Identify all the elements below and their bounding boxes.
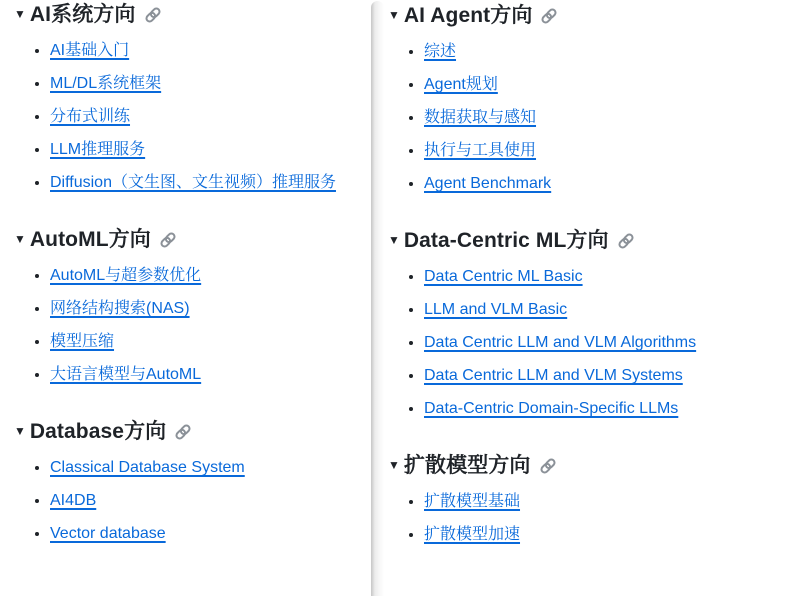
- section-heading-data-centric-ml[interactable]: [388, 228, 792, 254]
- collapse-triangle-icon[interactable]: ▼: [388, 8, 400, 22]
- list-item: [50, 455, 366, 480]
- topic-link[interactable]: 数据获取与感知: [424, 109, 537, 126]
- topic-link[interactable]: Agent Benchmark: [424, 175, 552, 192]
- section-automl: [14, 227, 366, 387]
- topic-list: [388, 489, 792, 547]
- topic-link[interactable]: Vector database: [50, 525, 166, 542]
- section-title: AI Agent方向: [403, 4, 533, 27]
- list-item: [424, 330, 792, 355]
- topic-link[interactable]: Agent规划: [424, 76, 498, 93]
- section-title: AI系统方向: [29, 3, 136, 26]
- collapse-triangle-icon[interactable]: ▼: [14, 7, 26, 21]
- section-heading-diffusion[interactable]: [388, 453, 792, 479]
- topic-link[interactable]: Diffusion（文生图、文生视频）推理服务: [50, 174, 336, 191]
- section-database: [14, 419, 366, 546]
- section-heading-database[interactable]: [14, 419, 366, 445]
- list-item: [424, 489, 792, 514]
- section-diffusion: [388, 453, 792, 547]
- section-title: 扩散模型方向: [403, 454, 531, 477]
- list-item: [50, 263, 366, 288]
- section-title: Database方向: [29, 420, 167, 443]
- link-icon[interactable]: [173, 422, 193, 442]
- topic-link[interactable]: AI4DB: [50, 492, 97, 509]
- pane-divider-scrollbar[interactable]: [371, 1, 384, 596]
- list-item: [424, 264, 792, 289]
- link-icon[interactable]: [616, 231, 636, 251]
- list-item: [50, 296, 366, 321]
- right-column: [388, 3, 792, 579]
- topic-list: [14, 263, 366, 387]
- topic-link[interactable]: 执行与工具使用: [424, 142, 537, 159]
- topic-link[interactable]: 扩散模型基础: [424, 493, 521, 510]
- list-item: [50, 521, 366, 546]
- topic-link[interactable]: 分布式训练: [50, 108, 131, 125]
- link-icon[interactable]: [143, 5, 163, 25]
- topic-list: [388, 39, 792, 196]
- topic-link[interactable]: ML/DL系统框架: [50, 75, 162, 92]
- list-item: [50, 170, 366, 195]
- left-column: [14, 2, 366, 578]
- topic-list: [14, 38, 366, 195]
- section-data-centric-ml: [388, 228, 792, 421]
- list-item: [424, 138, 792, 163]
- section-title: AutoML方向: [29, 228, 151, 251]
- topic-link[interactable]: 网络结构搜索(NAS): [50, 300, 190, 317]
- list-item: [424, 297, 792, 322]
- list-item: [50, 137, 366, 162]
- list-item: [424, 72, 792, 97]
- topic-list: [14, 455, 366, 546]
- list-item: [424, 39, 792, 64]
- topic-list: [388, 264, 792, 421]
- list-item: [424, 105, 792, 130]
- section-heading-automl[interactable]: [14, 227, 366, 253]
- topic-link[interactable]: Data Centric LLM and VLM Algorithms: [424, 334, 697, 351]
- list-item: [50, 488, 366, 513]
- collapse-triangle-icon[interactable]: ▼: [388, 458, 400, 472]
- topic-link[interactable]: AutoML与超参数优化: [50, 267, 202, 284]
- topic-link[interactable]: Data Centric LLM and VLM Systems: [424, 367, 683, 384]
- collapse-triangle-icon[interactable]: ▼: [14, 232, 26, 246]
- topic-link[interactable]: LLM推理服务: [50, 141, 146, 158]
- link-icon[interactable]: [158, 230, 178, 250]
- topic-link[interactable]: AI基础入门: [50, 42, 130, 59]
- list-item: [50, 104, 366, 129]
- topic-link[interactable]: 模型压缩: [50, 333, 115, 350]
- collapse-triangle-icon[interactable]: ▼: [388, 233, 400, 247]
- section-heading-ai-systems[interactable]: [14, 2, 366, 28]
- topic-link[interactable]: 大语言模型与AutoML: [50, 366, 202, 383]
- list-item: [424, 522, 792, 547]
- link-icon[interactable]: [539, 6, 559, 26]
- topic-link[interactable]: Data Centric ML Basic: [424, 268, 583, 285]
- section-title: Data-Centric ML方向: [403, 229, 609, 252]
- topic-link[interactable]: Classical Database System: [50, 459, 245, 476]
- section-heading-ai-agent[interactable]: [388, 3, 792, 29]
- list-item: [424, 363, 792, 388]
- list-item: [50, 362, 366, 387]
- list-item: [50, 71, 366, 96]
- section-ai-systems: [14, 2, 366, 195]
- link-icon[interactable]: [538, 456, 558, 476]
- topic-link[interactable]: Data-Centric Domain-Specific LLMs: [424, 400, 679, 417]
- list-item: [424, 171, 792, 196]
- topic-link[interactable]: 综述: [424, 43, 457, 60]
- collapse-triangle-icon[interactable]: ▼: [14, 424, 26, 438]
- topic-link[interactable]: LLM and VLM Basic: [424, 301, 568, 318]
- list-item: [424, 396, 792, 421]
- list-item: [50, 38, 366, 63]
- section-ai-agent: [388, 3, 792, 196]
- list-item: [50, 329, 366, 354]
- topic-link[interactable]: 扩散模型加速: [424, 526, 521, 543]
